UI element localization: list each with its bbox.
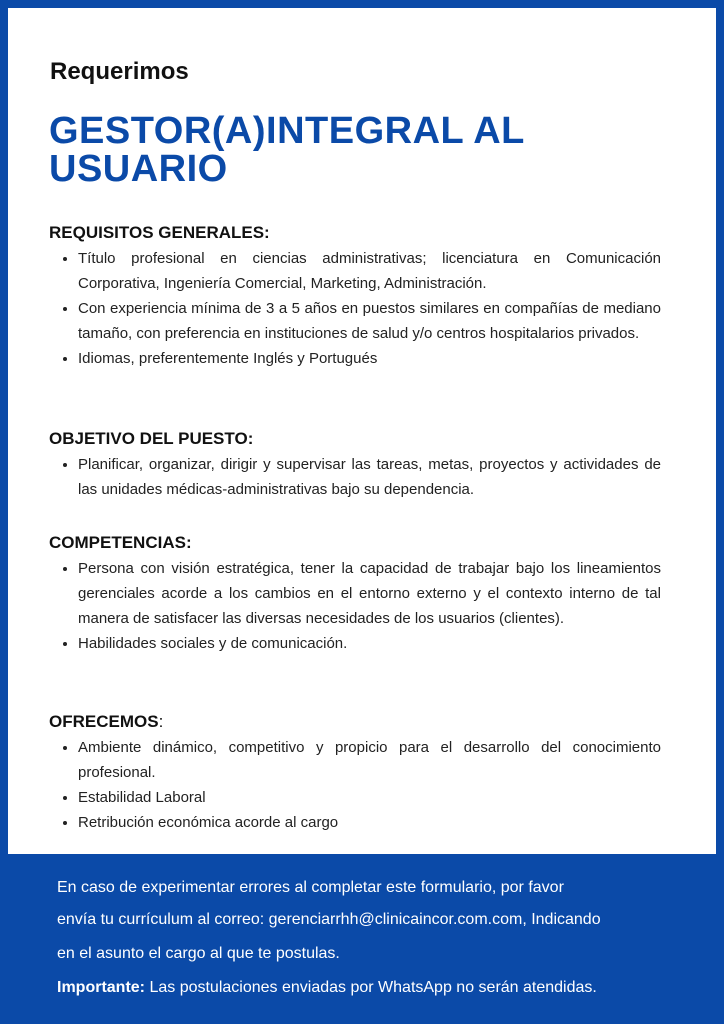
section-heading-text: OFRECEMOS — [49, 712, 159, 731]
list-item: • Ambiente dinámico, competitivo y propicio para el desarrollo del conocimiento profesional. — [78, 735, 661, 785]
bullet-list — [49, 735, 661, 835]
list-item: • Con experiencia mínima de 3 a 5 años en puestos similares en compañías de mediano tamaño, con preferencia en instituciones de salud y/o centros hospitalarios privados. — [78, 296, 661, 346]
list-item: • Planificar, organizar, dirigir y supervisar las tareas, metas, proyectos y actividades de las unidades médicas-administrativas bajo su dependencia. — [78, 452, 661, 502]
important-text: Las postulaciones enviadas por WhatsApp no serán atendidas. — [145, 979, 597, 996]
footer-important — [57, 979, 597, 997]
list-item: • Habilidades sociales y de comunicación. — [78, 631, 661, 656]
pre-title: Requerimos — [50, 58, 189, 85]
section-heading: OBJETIVO DEL PUESTO: — [49, 429, 254, 448]
footer-line: En caso de experimentar errores al completar este formulario, por favor — [57, 879, 564, 896]
list-item: • Persona con visión estratégica, tener la capacidad de trabajar bajo los lineamientos gerenciales acorde a los cambios en el entorno externo y el contexto interno de tal manera de satisfacer las diversas necesidades de los usuarios (clientes). — [78, 556, 661, 631]
bullet-list — [49, 246, 661, 371]
list-item: • Idiomas, preferentemente Inglés y Portugués — [78, 346, 661, 371]
job-title: GESTOR(A)INTEGRAL AL USUARIO — [49, 110, 525, 190]
list-item: • Título profesional en ciencias administrativas; licenciatura en Comunicación Corporativa, Ingeniería Comercial, Marketing, Administración. — [78, 246, 661, 296]
section-ofrecemos — [49, 711, 661, 835]
footer-line: envía tu currículum al correo: gerenciarrhh@clinicaincor.com.com, Indicando — [57, 911, 601, 928]
list-item: • Retribución económica acorde al cargo — [78, 810, 661, 835]
section-heading: COMPETENCIAS: — [49, 533, 192, 552]
section-heading-suffix: : — [158, 712, 164, 731]
section-requisitos — [49, 222, 661, 371]
footer-notice — [8, 858, 716, 1016]
bullet-list — [49, 556, 661, 656]
bullet-list — [49, 452, 661, 502]
important-label: Importante: — [57, 979, 145, 996]
list-item: • Estabilidad Laboral — [78, 785, 661, 810]
section-heading: REQUISITOS GENERALES: — [49, 223, 270, 242]
section-competencias — [49, 532, 661, 656]
footer-line: en el asunto el cargo al que te postulas. — [57, 945, 340, 962]
section-objetivo — [49, 428, 661, 502]
section-heading — [49, 711, 661, 733]
